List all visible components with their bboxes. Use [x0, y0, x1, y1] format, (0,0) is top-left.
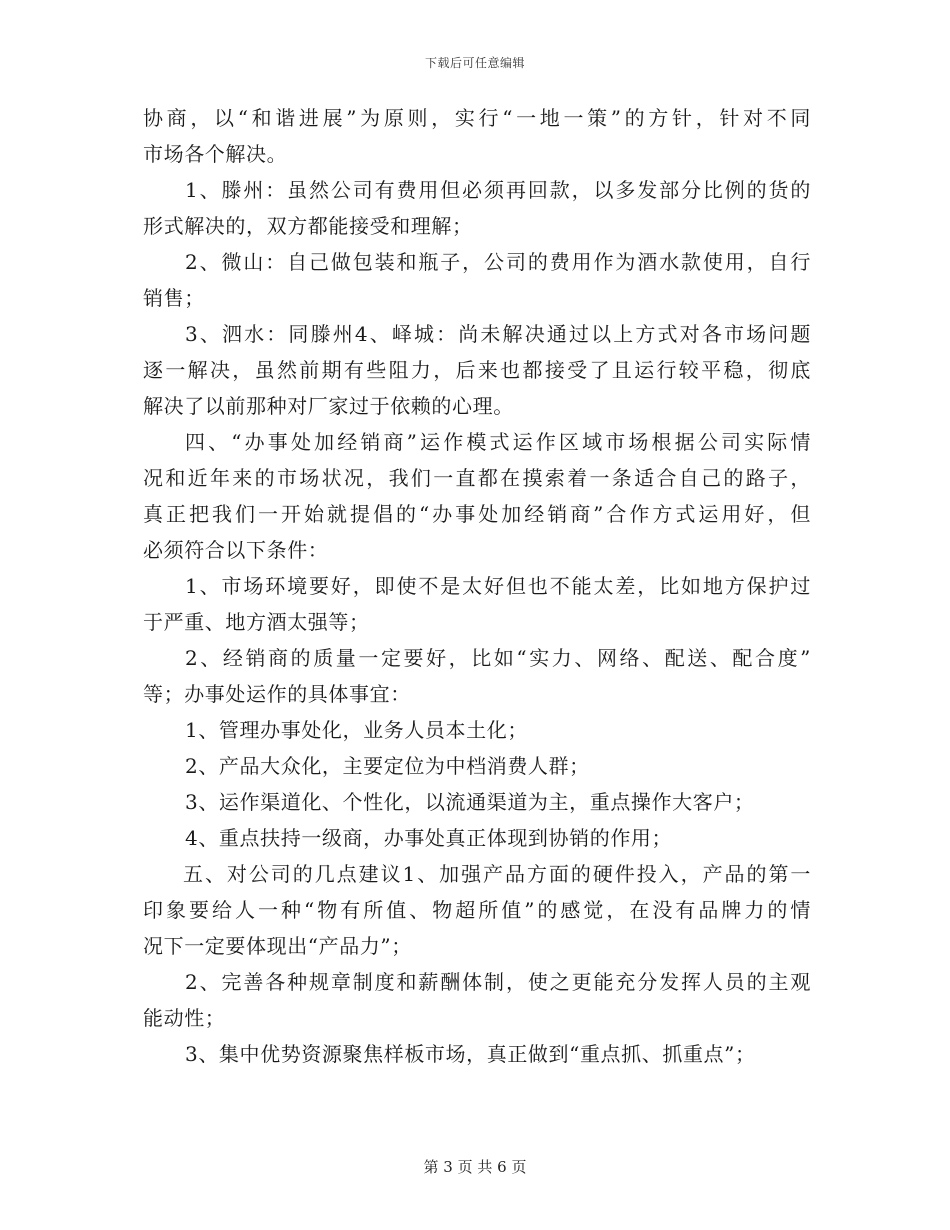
text-line: 2、产品大众化，主要定位为中档消费人群；: [185, 754, 590, 778]
text-line: 1、市场环境要好，即使不是太好但也不能太差，比如地方保护过: [185, 574, 811, 598]
text-line: 4、重点扶持一级商，办事处真正体现到协销的作用；: [185, 826, 673, 850]
text-line: 四、“办事处加经销商”运作模式运作区域市场根据公司实际情: [185, 430, 811, 454]
text-line: 3、运作渠道化、个性化，以流通渠道为主，重点操作大客户；: [185, 790, 755, 814]
text-line: 3、集中优势资源聚焦样板市场，真正做到“重点抓、抓重点”；: [185, 1042, 756, 1066]
text-line: 形式解决的，双方都能接受和理解；: [143, 214, 473, 238]
text-line: 逐一解决，虽然前期有些阻力，后来也都接受了且运行较平稳，彻底: [143, 358, 811, 382]
text-line: 2、完善各种规章制度和薪酬体制，使之更能充分发挥人员的主观: [185, 970, 811, 994]
text-line: 真正把我们一开始就提倡的“办事处加经销商”合作方式运用好，但: [143, 502, 811, 526]
text-line: 必须符合以下条件：: [143, 538, 329, 562]
text-line: 2、经销商的质量一定要好，比如“实力、网络、配送、配合度”: [185, 646, 811, 670]
document-body: [143, 100, 811, 1072]
text-line: 于严重、地方酒太强等；: [143, 610, 370, 634]
text-line: 市场各个解决。: [143, 142, 288, 166]
page-number: 第 3 页 共 6 页: [423, 1158, 527, 1176]
text-line: 解决了以前那种对厂家过于依赖的心理。: [143, 394, 514, 418]
text-line: 2、微山：自己做包装和瓶子，公司的费用作为酒水款使用，自行: [185, 250, 811, 274]
text-line: 协商，以“和谐进展”为原则，实行“一地一策”的方针，针对不同: [143, 106, 811, 130]
text-line: 等；办事处运作的具体事宜：: [143, 682, 411, 706]
text-line: 销售；: [143, 286, 205, 310]
text-line: 1、滕州：虽然公司有费用但必须再回款，以多发部分比例的货的: [185, 178, 811, 202]
text-line: 况下一定要体现出“产品力”；: [143, 934, 412, 958]
text-line: 五、对公司的几点建议1、加强产品方面的硬件投入，产品的第一: [183, 862, 811, 886]
text-line: 印象要给人一种“物有所值、物超所值”的感觉，在没有品牌力的情: [143, 898, 811, 922]
text-line: 3、泗水：同滕州4、峄城：尚未解决通过以上方式对各市场问题: [185, 322, 811, 346]
page-header: 下载后可任意编辑: [424, 56, 525, 70]
text-line: 能动性；: [143, 1006, 226, 1030]
text-line: 1、管理办事处化，业务人员本土化；: [185, 718, 528, 742]
text-line: 况和近年来的市场状况，我们一直都在摸索着一条适合自己的路子，: [143, 466, 811, 490]
